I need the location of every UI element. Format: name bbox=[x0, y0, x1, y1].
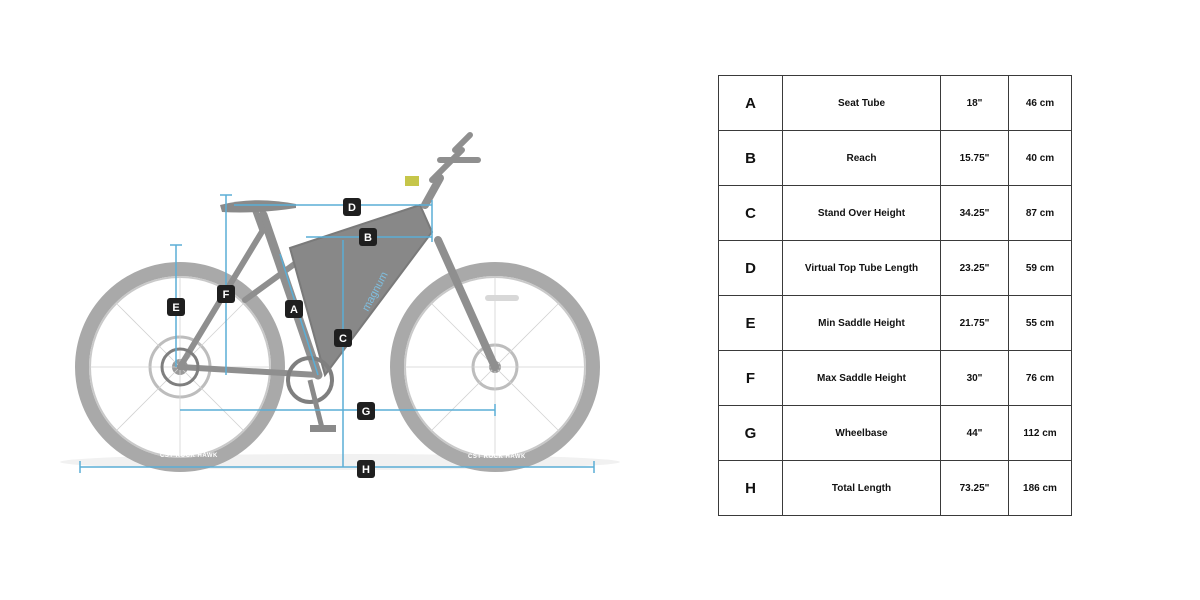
spec-letter: E bbox=[719, 296, 783, 351]
spec-inches: 34.25" bbox=[941, 186, 1009, 241]
spec-inches: 21.75" bbox=[941, 296, 1009, 351]
spec-letter: D bbox=[719, 241, 783, 296]
spec-cm: 112 cm bbox=[1009, 406, 1072, 461]
spec-letter: F bbox=[719, 351, 783, 406]
spec-name: Min Saddle Height bbox=[783, 296, 941, 351]
table-row bbox=[719, 241, 1072, 296]
marker-f bbox=[217, 285, 235, 303]
spec-letter: G bbox=[719, 406, 783, 461]
spec-cm: 87 cm bbox=[1009, 186, 1072, 241]
spec-inches: 18" bbox=[941, 76, 1009, 131]
marker-b bbox=[359, 228, 377, 246]
front-rotor bbox=[485, 295, 519, 301]
svg-text:H: H bbox=[362, 464, 370, 476]
spec-letter: A bbox=[719, 76, 783, 131]
svg-text:E: E bbox=[172, 302, 180, 314]
svg-text:C: C bbox=[339, 333, 347, 345]
svg-text:B: B bbox=[364, 232, 372, 244]
spec-name: Reach bbox=[783, 131, 941, 186]
frame-brand-label: magnum bbox=[360, 269, 391, 314]
spec-cm: 59 cm bbox=[1009, 241, 1072, 296]
spec-inches: 23.25" bbox=[941, 241, 1009, 296]
table-row bbox=[719, 296, 1072, 351]
spec-cm: 46 cm bbox=[1009, 76, 1072, 131]
svg-text:D: D bbox=[348, 202, 356, 214]
geometry-spec-table bbox=[718, 75, 1072, 516]
spec-inches: 15.75" bbox=[941, 131, 1009, 186]
spec-cm: 76 cm bbox=[1009, 351, 1072, 406]
spec-letter: H bbox=[719, 461, 783, 516]
rear-tire-label: CST ROCK HAWK bbox=[160, 453, 218, 459]
spec-inches: 73.25" bbox=[941, 461, 1009, 516]
svg-text:A: A bbox=[290, 304, 298, 316]
spec-name: Total Length bbox=[783, 461, 941, 516]
front-tire-label: CST ROCK HAWK bbox=[468, 454, 526, 460]
spec-letter: B bbox=[719, 131, 783, 186]
spec-name: Wheelbase bbox=[783, 406, 941, 461]
spec-cm: 55 cm bbox=[1009, 296, 1072, 351]
marker-d bbox=[343, 198, 361, 216]
marker-g bbox=[357, 402, 375, 420]
spec-name: Virtual Top Tube Length bbox=[783, 241, 941, 296]
table-row bbox=[719, 351, 1072, 406]
table-row bbox=[719, 461, 1072, 516]
spec-cm: 40 cm bbox=[1009, 131, 1072, 186]
table-row bbox=[719, 186, 1072, 241]
crank-arm bbox=[310, 380, 322, 428]
spec-name: Max Saddle Height bbox=[783, 351, 941, 406]
handlebar bbox=[432, 135, 478, 180]
marker-c bbox=[334, 329, 352, 347]
spec-cm: 186 cm bbox=[1009, 461, 1072, 516]
spec-inches: 30" bbox=[941, 351, 1009, 406]
pedal bbox=[310, 425, 336, 432]
table-row bbox=[719, 76, 1072, 131]
spec-inches: 44" bbox=[941, 406, 1009, 461]
svg-text:F: F bbox=[222, 289, 230, 301]
saddle bbox=[220, 200, 296, 212]
spec-name: Stand Over Height bbox=[783, 186, 941, 241]
table-row bbox=[719, 406, 1072, 461]
spec-name: Seat Tube bbox=[783, 76, 941, 131]
marker-e bbox=[167, 298, 185, 316]
table-row bbox=[719, 131, 1072, 186]
marker-a bbox=[285, 300, 303, 318]
display-unit bbox=[405, 176, 419, 186]
svg-text:G: G bbox=[361, 406, 371, 418]
spec-letter: C bbox=[719, 186, 783, 241]
marker-h bbox=[357, 460, 375, 478]
